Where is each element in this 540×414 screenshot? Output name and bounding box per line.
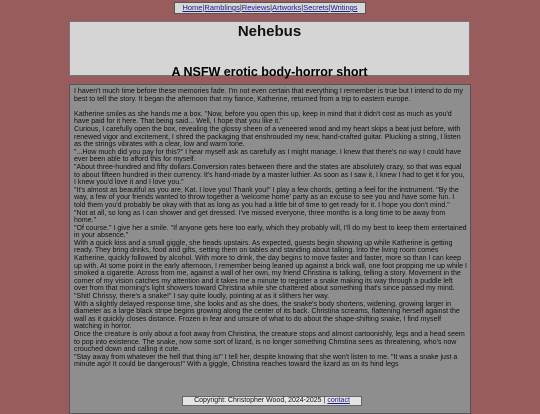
nav-link-reviews[interactable]: Reviews: [241, 3, 271, 12]
story-paragraph: "Stay away from whatever the hell that thing is!" I tell her, despite knowing that she won't listen to me. "It was a snake just a minute ago! It could be dangerous!" With a giggle, Christina reaches toward the lizard as on its hind legs: [74, 353, 458, 369]
story-paragraph: "It's almost as beautiful as you are, Kat. I love you! Thank you!" I play a few chords, getting a feel for the instrument. "By the way, a few of your friends wanted to throw together a 'welcome home' party as an excuse to see you and have some fun. I told them you'd probably be okay with that as long as you had a little bit of time to get ready for it. I hope you don't mind.": [74, 186, 459, 209]
story-paragraph: "About three-hundred and fifty dollars.Conversion rates between there and the states are absolutely crazy, so that was equal to about fifteen hundred in their currency. It's hand-made by a master luthier. As soon as I saw it, I knew I had to get it for you, I knew you'd love it and I love you.": [74, 163, 465, 187]
nav-separator: |: [328, 3, 331, 12]
copyright-text: Copyright: Christopher Wood, 2024-2025: [194, 397, 322, 404]
story-paragraph: Curious, I carefully open the box, revealing the glossy sheen of a veneered wood and my heart skips a beat just before, with renewed vigor and excitement, I shred the packaging that enshrouded my new, hand-crafted guitar. Plucking a string, I listen as the strings vibrates with a clear, low and warm tone.: [74, 125, 461, 149]
story-paragraph: "Not at all, so long as I can shower and get dressed. I've missed everyone, three months is a long time to be away from home.": [74, 209, 446, 225]
nav-separator: |: [270, 3, 273, 12]
top-navigation: [174, 2, 366, 14]
story-paragraph: "Of course." I give her a smile. "If anyone gets here too early, which they probably will, I'll do my best to keep them entertained in your absence.": [74, 224, 467, 240]
nav-link-artworks[interactable]: Artworks: [272, 3, 302, 12]
story-paragraph: "Shit! Chrissy, there's a snake!" I say quite loudly, pointing at as it slithers her way.: [74, 293, 330, 301]
story-text-panel[interactable]: [69, 84, 471, 414]
footer-separator: |: [323, 397, 326, 404]
nav-link-ramblings[interactable]: Ramblings: [204, 3, 240, 12]
story-paragraph: With a quick kiss and a small giggle, she heads upstairs. As expected, guests begin showing up while Katherine is getting ready. They bring drinks, food and gifts, setting them on tables and standing about talking. Into the living room comes Katherine, quickly followed by alcohol. With more to drink, the day begins to move faster and faster, more so than I can keep up with. At some point in the early afternoon, I remember being leaned up against a brick wall, one foot propping me up while I smoked a cigarette. Across from me, against a wall of her own, my friend Christina is talking, telling a story. Movement in the corner of my vision catches my attention and it takes me a minute to register a snake making its way through a puddle left over from that morning's light showers toward Christina while she chattered about something that's since passed my mind.: [74, 239, 467, 293]
page-subtitle: A NSFW erotic body-horror short: [171, 65, 368, 79]
nav-link-secrets[interactable]: Secrets: [303, 3, 329, 12]
page-title: Nehebus: [237, 23, 302, 40]
story-paragraph: Once the creature is only about a foot away from Christina, the creature stops and almost cartoonishly, legs and a head seem to pop into existence. The snake, now some sort of lizard, is no longer something Christina sees as threatening, who's now crouched down and calling it cute.: [74, 331, 465, 354]
story-paragraph: I haven't much time before these memories fade. I'm not even certain that everything I remember is true but I intend to do my best to tell the story. It began the afternoon that my fiance, Katherine, returned from a trip to eastern europe.: [74, 88, 463, 103]
story-paragraph: Katherine smiles as she hands me a box. "Now, before you open this up, keep in mind that it didn't cost as much as you'd have paid for it here. That being said... Well, I hope that you like it.": [74, 110, 452, 126]
story-paragraph: With a slightly delayed response time, she looks and as she does, the snake's body shortens, widening, growing larger in diameter as a large black stripe begins growing along the center of its back. Christina screams, flattening herself against the wall as it quickly closes distance. Frozen in fear and unsure of what to do about the shape-shifting snake, I find myself watching in horror.: [74, 300, 460, 331]
contact-link[interactable]: contact: [327, 397, 350, 404]
nav-separator: |: [239, 3, 242, 12]
story-paragraph: "...How much did you pay for this?" I hear myself ask as carefully as I might manage. I knew that there's no way I could have ever been able to afford this for myself.: [74, 148, 462, 164]
nav-separator: |: [301, 3, 304, 12]
nav-link-writings[interactable]: Writings: [330, 3, 358, 12]
nav-separator: |: [202, 3, 205, 12]
nav-link-home[interactable]: Home: [182, 3, 203, 12]
